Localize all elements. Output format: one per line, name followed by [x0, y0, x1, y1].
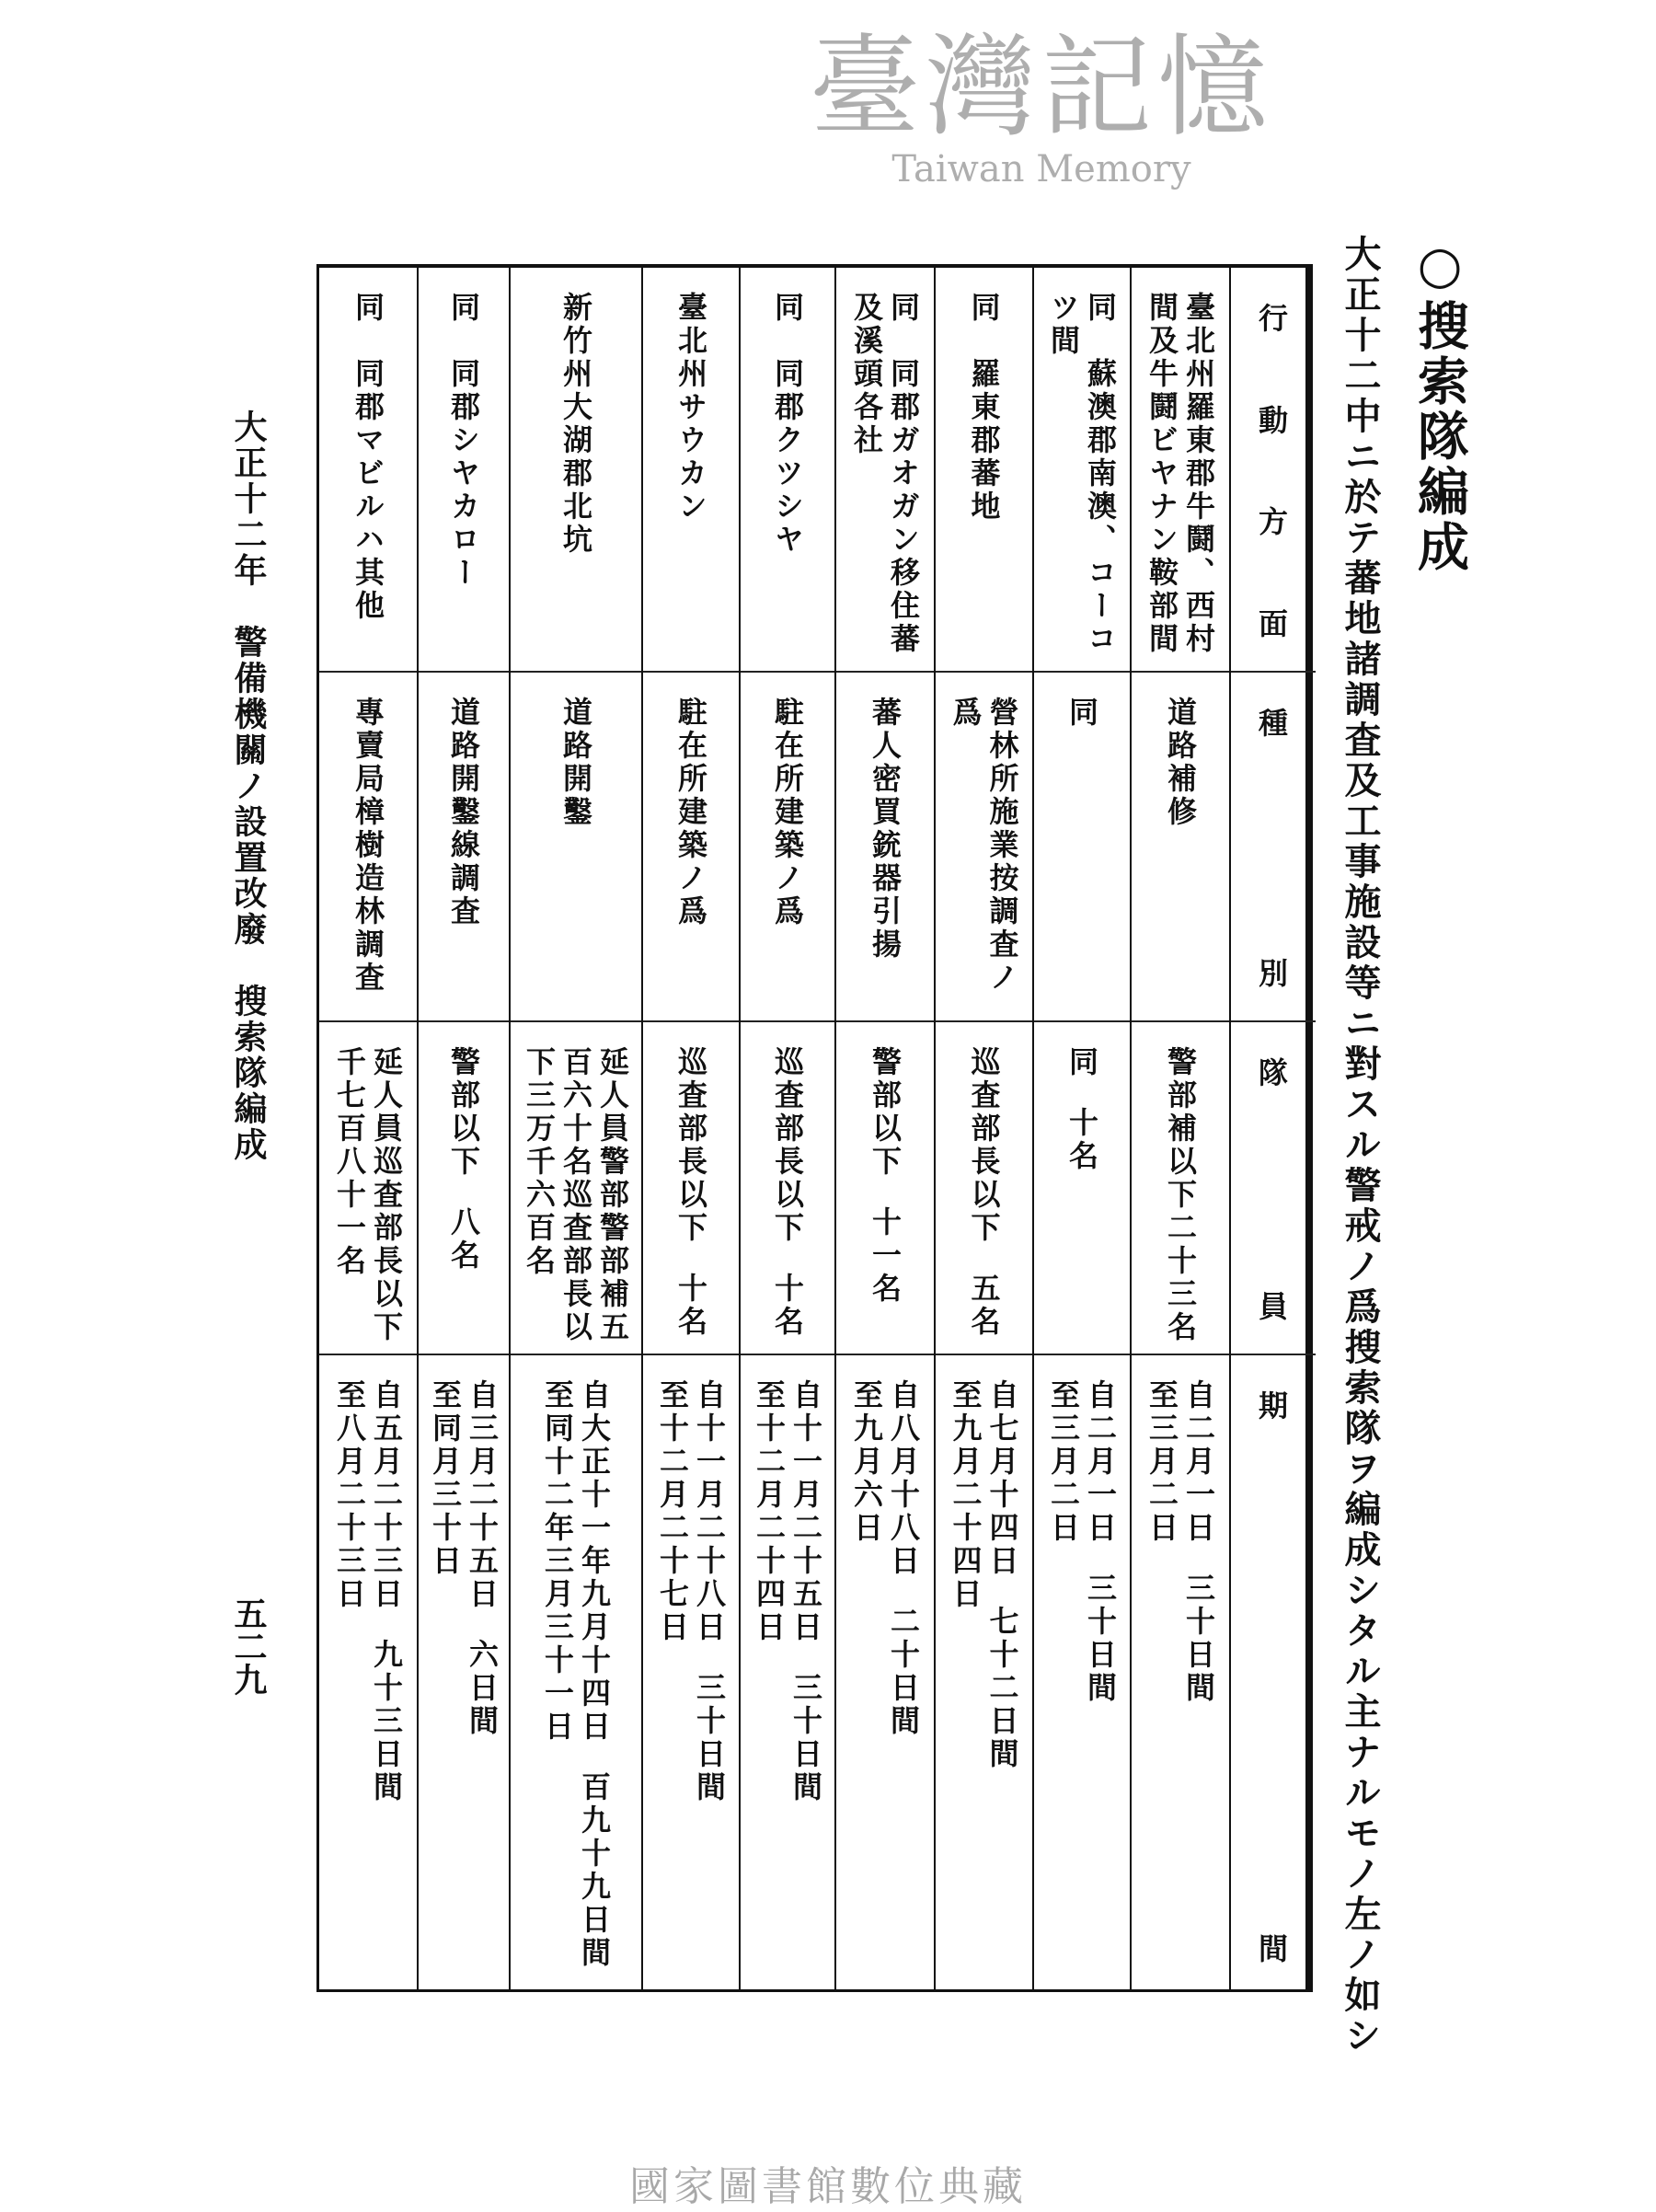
header-char: 隊: [1258, 1055, 1288, 1090]
type-text: [558, 673, 594, 1020]
header-char: 動: [1258, 402, 1288, 438]
type-line: 駐在所建築ノ爲: [770, 697, 805, 928]
section-intro: 大正十二中ニ於テ蕃地諸調査及工事施設等ニ對スル警戒ノ爲搜索隊ヲ編成シタル主ナルモノ左ノ如シ: [1339, 235, 1382, 2056]
header-area: [1231, 268, 1316, 671]
type-text: [769, 673, 806, 1020]
type-line: 駐在所建築ノ爲: [673, 697, 708, 928]
table-row: [834, 268, 934, 1989]
table-row: [1032, 268, 1130, 1989]
period-from: 自十一月二十五日: [788, 1379, 823, 1644]
type-cell: [1034, 671, 1130, 1020]
area-line: 同 蘇澳郡南澳、コーコ: [1083, 292, 1118, 656]
period-text: [1045, 1355, 1119, 1996]
type-cell: [741, 671, 834, 1020]
personnel-text: [867, 1022, 903, 1354]
period-from-line: [1180, 1379, 1217, 1996]
period-text: [848, 1355, 922, 1996]
period-from-line: [368, 1379, 405, 1996]
search-team-table: [316, 264, 1313, 1992]
table-row: [934, 268, 1032, 1989]
period-to: 至同十二年三月三十一日: [540, 1379, 575, 1744]
type-line: 道路開鑿: [558, 697, 593, 829]
period-from: 自大正十一年九月十四日: [577, 1379, 612, 1744]
personnel-count: 五名: [966, 1273, 1002, 1339]
header-char: 種: [1258, 706, 1288, 741]
period-cell: [936, 1354, 1032, 1996]
personnel-cell: [319, 1020, 417, 1354]
header-char: 間: [1258, 1931, 1288, 1966]
type-text: [1064, 673, 1100, 1020]
period-to: 至三月二日: [1144, 1379, 1179, 1545]
personnel-cell: [1034, 1020, 1130, 1354]
type-text: [948, 673, 1021, 1020]
personnel-count: 十一名: [868, 1206, 903, 1306]
period-text: [539, 1355, 613, 1996]
personnel-rank: 警部以下: [868, 1046, 903, 1179]
personnel-cell: [936, 1020, 1032, 1354]
period-from: 自二月一日: [1083, 1379, 1118, 1545]
area-text: [558, 268, 594, 671]
period-to: 至九月二十四日: [948, 1379, 983, 1611]
period-from: 自八月十八日: [886, 1379, 921, 1578]
header-char: 行: [1258, 301, 1288, 336]
area-line: 新竹州大湖郡北坑: [558, 292, 593, 557]
personnel-rank: 巡査部長以下: [966, 1046, 1002, 1245]
period-text: [948, 1355, 1021, 1996]
period-duration: 六日間: [465, 1639, 500, 1738]
personnel-cell: [741, 1020, 834, 1354]
personnel-count: 八名: [446, 1206, 481, 1273]
period-from-line: [691, 1379, 728, 1996]
area-cell: [1132, 268, 1229, 671]
area-text: [673, 268, 709, 671]
period-cell: [1034, 1354, 1130, 1996]
type-cell: [319, 671, 417, 1020]
area-cell: [936, 268, 1032, 671]
watermark-sub: Taiwan Memory: [891, 148, 1191, 190]
type-text: [1162, 673, 1199, 1020]
period-text: [331, 1355, 405, 1996]
period-to: 至九月六日: [849, 1379, 884, 1545]
personnel-line: 警部補以下二十三名: [1163, 1046, 1198, 1344]
header-char: 方: [1258, 504, 1288, 540]
personnel-count: 十名: [673, 1273, 708, 1339]
area-line: 同 同郡マビルハ其他: [351, 292, 385, 623]
header-char: 期: [1258, 1388, 1288, 1423]
table-row: [509, 268, 641, 1989]
period-text: [427, 1355, 500, 1996]
table-row: [1130, 268, 1229, 1989]
type-cell: [643, 671, 739, 1020]
personnel-text: [521, 1022, 631, 1354]
area-text: [1144, 268, 1217, 671]
period-to: 至三月二日: [1046, 1379, 1081, 1545]
area-cell: [419, 268, 509, 671]
type-line: 道路開鑿線調査: [446, 697, 481, 928]
type-cell: [936, 671, 1032, 1020]
type-cell: [419, 671, 509, 1020]
personnel-line: 千七百八十一名: [332, 1046, 367, 1278]
section-title: ○搜索隊編成: [1409, 235, 1470, 575]
area-line: 間及牛鬪ビヤナン鞍部間: [1144, 292, 1179, 656]
area-line: 同 同郡ガオガン移住蕃: [886, 292, 921, 656]
area-text: [848, 268, 922, 671]
type-text: [445, 673, 482, 1020]
period-duration: 三十日間: [1181, 1573, 1216, 1705]
period-text: [1144, 1355, 1217, 1996]
personnel-rank: 警部以下: [446, 1046, 481, 1179]
personnel-text: [445, 1022, 482, 1354]
personnel-line: 延人員警部警部補五: [595, 1046, 630, 1344]
personnel-cell: [1132, 1020, 1229, 1354]
area-text: [445, 268, 482, 671]
header-char: 別: [1258, 956, 1288, 991]
period-to: 至八月二十三日: [332, 1379, 367, 1611]
area-line: 同 同郡シヤカロー: [446, 292, 481, 590]
type-text: [350, 673, 386, 1020]
personnel-count: 十名: [770, 1273, 805, 1339]
personnel-line: [867, 1046, 903, 1354]
period-cell: [741, 1354, 834, 1996]
type-line: 爲: [948, 697, 983, 730]
table-row: [641, 268, 739, 1989]
period-from-line: [984, 1379, 1021, 1996]
area-line: 臺北州羅東郡牛鬪、西村: [1181, 292, 1216, 656]
area-cell: [836, 268, 934, 671]
type-cell: [511, 671, 641, 1020]
watermark-logo: [810, 24, 1273, 190]
personnel-rank: 巡査部長以下: [770, 1046, 805, 1245]
area-cell: [1034, 268, 1130, 671]
type-line: 營林所施業按調査ノ: [984, 697, 1020, 995]
period-from-line: [576, 1379, 613, 1996]
personnel-text: [331, 1022, 405, 1354]
personnel-text: [769, 1022, 806, 1354]
area-line: ツ間: [1046, 292, 1081, 358]
area-line: 及溪頭各社: [849, 292, 884, 457]
personnel-rank: 同: [1064, 1046, 1099, 1079]
period-duration: 三十日間: [692, 1672, 727, 1804]
personnel-text: [1162, 1022, 1199, 1354]
area-text: [769, 268, 806, 671]
period-from: 自十一月二十八日: [692, 1379, 727, 1644]
personnel-line: 延人員巡査部長以下: [369, 1046, 404, 1344]
personnel-line: [673, 1046, 709, 1354]
personnel-cell: [511, 1020, 641, 1354]
period-text: [654, 1355, 728, 1996]
area-cell: [643, 268, 739, 671]
period-from-line: [464, 1379, 500, 1996]
area-cell: [511, 268, 641, 671]
period-to: 至十二月二十七日: [655, 1379, 690, 1644]
personnel-text: [966, 1022, 1003, 1354]
period-to: 至同月三十日: [428, 1379, 463, 1578]
type-text: [673, 673, 709, 1020]
personnel-rank: 巡査部長以下: [673, 1046, 708, 1245]
running-head: 大正十二年 警備機關ノ設置改廢 搜索隊編成: [229, 409, 268, 1163]
footer-credit: 國家圖書館數位典藏: [629, 2163, 1027, 2210]
table-row: [319, 268, 417, 1989]
header-type: [1231, 671, 1316, 1020]
period-from: 自七月十四日: [984, 1379, 1020, 1578]
area-text: [350, 268, 386, 671]
period-cell: [511, 1354, 641, 1996]
personnel-line: [445, 1046, 482, 1354]
header-char: 員: [1258, 1289, 1288, 1324]
period-from: 自二月一日: [1181, 1379, 1216, 1545]
period-duration: 二十日間: [886, 1606, 921, 1738]
area-line: 同 羅東郡蕃地: [966, 292, 1002, 524]
type-text: [867, 673, 903, 1020]
personnel-text: [1064, 1022, 1100, 1354]
header-period: [1231, 1354, 1316, 1996]
type-line: 專賣局樟樹造林調査: [351, 697, 385, 995]
type-cell: [836, 671, 934, 1020]
area-cell: [319, 268, 417, 671]
period-duration: 七十二日間: [984, 1606, 1020, 1771]
period-from-line: [1082, 1379, 1119, 1996]
header-column: [1229, 268, 1316, 1989]
period-text: [751, 1355, 824, 1996]
period-cell: [643, 1354, 739, 1996]
header-char: 面: [1258, 605, 1288, 641]
period-duration: 九十三日間: [369, 1639, 404, 1804]
type-cell: [1132, 671, 1229, 1020]
personnel-cell: [643, 1020, 739, 1354]
watermark-main: 臺灣記憶: [810, 24, 1273, 152]
area-line: 臺北州サウカン: [673, 292, 708, 524]
period-duration: 三十日間: [1083, 1573, 1118, 1705]
table-row: [739, 268, 834, 1989]
personnel-line: [966, 1046, 1003, 1354]
table-row: [417, 268, 509, 1989]
period-from-line: [885, 1379, 922, 1996]
period-from-line: [788, 1379, 824, 1996]
period-from: 自五月二十三日: [369, 1379, 404, 1611]
period-to: 至十二月二十四日: [752, 1379, 787, 1644]
personnel-line: [1064, 1046, 1100, 1354]
period-cell: [419, 1354, 509, 1996]
personnel-line: 下三万千六百名: [522, 1046, 557, 1278]
area-line: 同 同郡クツシヤ: [770, 292, 805, 557]
personnel-text: [673, 1022, 709, 1354]
period-cell: [319, 1354, 417, 1996]
page-number: 五二九: [229, 1596, 268, 1696]
period-cell: [1132, 1354, 1229, 1996]
type-line: 道路補修: [1163, 697, 1198, 829]
personnel-cell: [836, 1020, 934, 1354]
personnel-line: 百六十名巡査部長以: [558, 1046, 593, 1344]
type-line: 同: [1064, 697, 1099, 730]
period-duration: 三十日間: [788, 1672, 823, 1804]
area-cell: [741, 268, 834, 671]
header-personnel: [1231, 1020, 1316, 1354]
area-text: [966, 268, 1003, 671]
period-duration: 百九十九日間: [577, 1771, 612, 1970]
period-cell: [836, 1354, 934, 1996]
period-from: 自三月二十五日: [465, 1379, 500, 1611]
personnel-count: 十名: [1064, 1107, 1099, 1173]
type-line: 蕃人密買銃器引揚: [868, 697, 903, 962]
personnel-line: [769, 1046, 806, 1354]
personnel-cell: [419, 1020, 509, 1354]
area-text: [1045, 268, 1119, 671]
